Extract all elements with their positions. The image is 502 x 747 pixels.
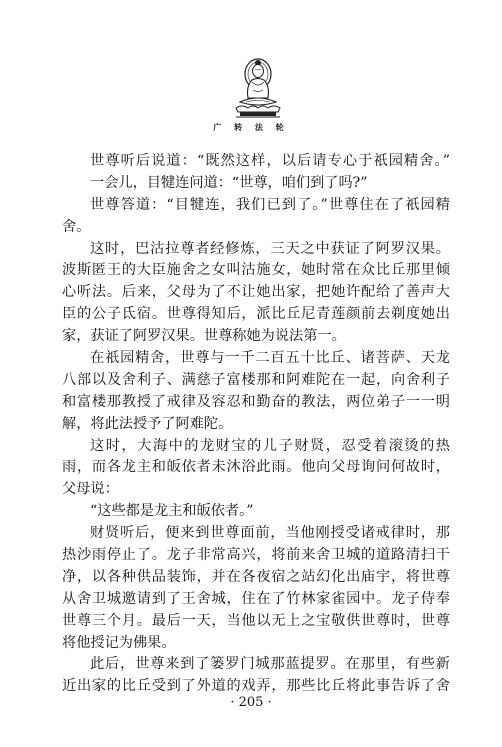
text-line: 这时，大海中的龙财宝的儿子财贤，忍受着滚烫的热 — [90, 437, 450, 454]
text-line: 臣的公子氐宿。世尊得知后，派比丘尼青莲颜前去剃度她出 — [62, 306, 450, 323]
text-line: 从舍卫城邀请到了王舍城，住在了竹林家雀园中。龙子侍奉 — [62, 590, 450, 607]
text-line: 此后，世尊来到了篓罗门城那蓝提罗。在那里，有些新 — [90, 656, 450, 673]
text-line: 将他授记为佛果。 — [62, 634, 176, 651]
page-number: · 205 · — [230, 695, 272, 710]
text-line: 世尊答道：“目犍连，我们已到了。”世尊住在了祇园精 — [90, 196, 450, 213]
buddha-figure-icon — [226, 52, 290, 120]
text-line: 父母说： — [62, 481, 119, 498]
text-line: 这时，巴沽拉尊者经修炼，三天之中获证了阿罗汉果。 — [90, 240, 450, 257]
text-line: 财贤听后，便来到世尊面前，当他刚授受诸戒律时，那 — [90, 525, 450, 542]
text-line: 一会儿，目犍连问道：“世尊，咱们到了吗?” — [90, 174, 368, 191]
text-line: 解，将此法授予了阿难陀。 — [62, 415, 233, 432]
running-header-title: 广 转 法 轮 — [213, 123, 289, 132]
text-line: 雨，而各龙主和皈依者未沐浴此雨。他向父母询问何故时， — [62, 459, 450, 476]
buddha-emblem-icon — [226, 52, 290, 120]
page-body-text — [62, 151, 450, 698]
text-line: 和富楼那教授了戒律及容忍和勤奋的教法，两位弟子一一明 — [62, 393, 450, 410]
text-line: 家，获证了阿罗汉果。世尊称她为说法第一。 — [62, 328, 346, 345]
text-line: 波斯匿王的大臣施舍之女叫沽施女，她时常在众比丘那里倾 — [62, 262, 450, 279]
text-line: 八部以及舍利子、满慈子富楼那和阿难陀在一起，向舍利子 — [62, 371, 450, 388]
text-line: 净，以各种供品装饰，并在各夜宿之站幻化出庙宇，将世尊 — [62, 568, 450, 585]
text-line: 在祇园精舍，世尊与一千二百五十比丘、诸菩萨、天龙 — [90, 350, 450, 367]
text-line: 世尊三个月。最后一天，当他以无上之宝敬供世尊时，世尊 — [62, 612, 450, 629]
text-line: 近出家的比丘受到了外道的戏弄，那些比丘将此事告诉了舍 — [62, 678, 450, 695]
text-line: “这些都是龙主和皈依者。” — [90, 503, 254, 520]
text-line: 世尊听后说道：“既然这样，以后请专心于祇园精舍。” — [90, 153, 450, 169]
text-line: 舍。 — [62, 218, 91, 235]
text-line: 热沙雨停止了。龙子非常高兴，将前来舍卫城的道路清扫干 — [62, 547, 450, 564]
text-line: 心听法。后来，父母为了不让她出家，把她许配给了善声大 — [62, 284, 450, 301]
